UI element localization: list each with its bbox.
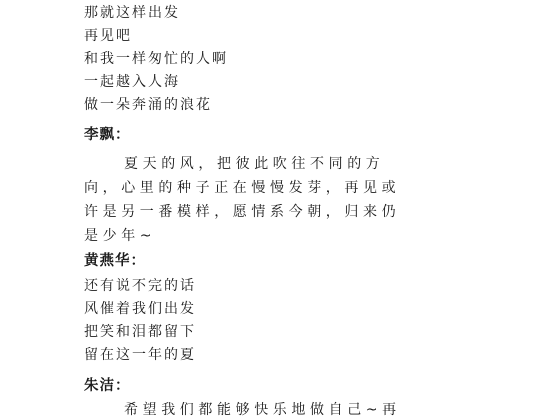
paragraph — [84, 398, 484, 420]
speaker-name: 李飘： — [84, 127, 131, 143]
poem-line: 还有说不完的话 — [84, 278, 196, 294]
paragraph-line: 夏天的风，把彼此吹往不同的方 — [124, 156, 385, 172]
poem-line: 风催着我们出发 — [84, 301, 196, 317]
poem-line: 和我一样匆忙的人啊 — [84, 51, 228, 67]
intro-poem — [84, 2, 484, 116]
poem — [84, 275, 484, 366]
speaker-name: 黄燕华： — [84, 253, 146, 269]
paragraph — [84, 152, 484, 248]
paragraph-line: 希望我们都能够快乐地做自己~再 — [124, 402, 401, 418]
section-huang-yanhua — [84, 250, 484, 366]
paragraph-line: 向，心里的种子正在慢慢发芽，再见或 — [84, 180, 401, 196]
speaker-name: 朱洁： — [84, 378, 131, 394]
section-zhu-jie — [84, 375, 484, 420]
poem-line: 那就这样出发 — [84, 5, 180, 21]
paragraph-line: 许是另一番模样，愿情系今朝，归来仍 — [84, 204, 401, 220]
poem-line: 把笑和泪都留下 — [84, 324, 196, 340]
poem-line: 留在这一年的夏 — [84, 347, 196, 363]
paragraph-line: 是少年~ — [84, 228, 157, 244]
poem-line: 一起越入人海 — [84, 74, 180, 90]
poem-line: 做一朵奔涌的浪花 — [84, 97, 212, 113]
section-li-piao — [84, 124, 484, 248]
poem-line: 再见吧 — [84, 28, 132, 44]
